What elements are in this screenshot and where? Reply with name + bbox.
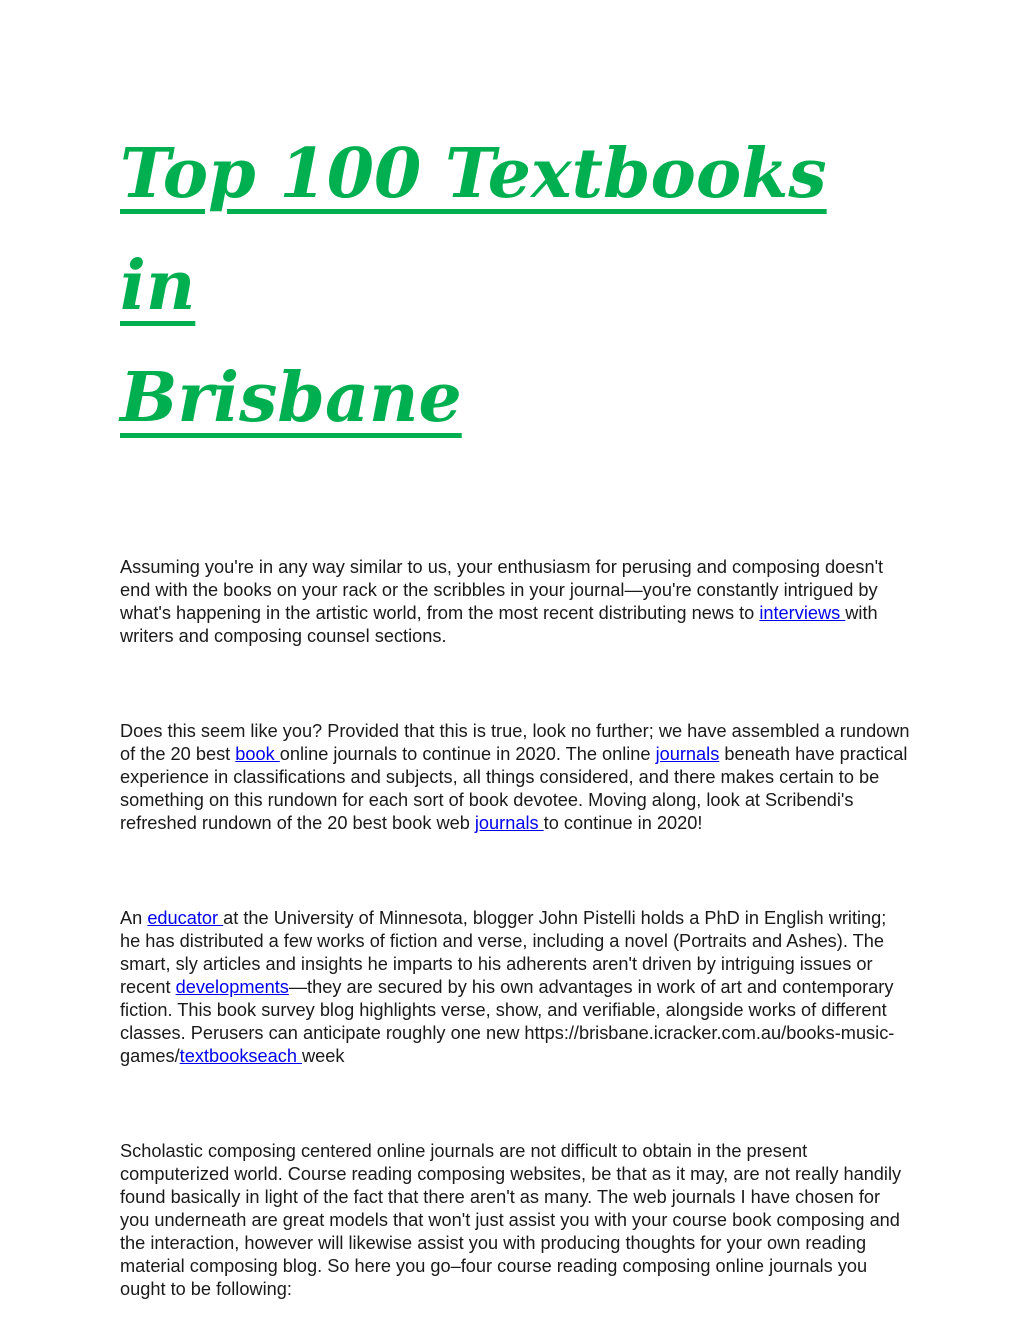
link-developments[interactable]: developments [175,977,289,997]
paragraph-rundown [120,720,910,835]
title-line-2: Brisbane [120,358,462,438]
paragraph-intro [120,556,910,648]
title-line-1: Top 100 Textbooks in [120,134,827,326]
paragraph-text: to continue in 2020! [543,813,703,833]
paragraph-text: Does this seem like you? Provided that this is true, look no further; we have assembled a rundown of the 20 best [120,721,910,764]
link-book[interactable]: book [235,744,280,764]
link-journals-2[interactable]: journals [474,813,544,833]
paragraph-text: Assuming you're in any way similar to us, your enthusiasm for perusing and composing doesn't end with the books on your rack or the scribbles in your journal—you're constantly intrigued by what's happening in the artistic world, from the most recent distributing news to [120,557,884,623]
link-textbookseach[interactable]: textbookseach [179,1046,302,1066]
title-link[interactable] [120,134,827,438]
document-title [120,118,910,454]
paragraph-text: —they are secured by his own advantages in work of art and contemporary fiction. This book survey blog highlights verse, show, and verifiable, alongside works of different classes. Perusers can anticipate roughly one new https://brisbane.icracker.com.au/books-music-games/ [120,977,895,1066]
paragraph-scholastic [120,1140,910,1301]
paragraph-text: week [302,1046,345,1066]
paragraph-text: with writers and composing counsel sections. [120,603,878,646]
document-page [120,118,910,1301]
link-interviews[interactable]: interviews [759,603,846,623]
link-journals[interactable]: journals [655,744,720,764]
link-educator[interactable]: educator [147,908,224,928]
paragraph-text: online journals to continue in 2020. The online [279,744,656,764]
paragraph-text: An [120,908,148,928]
paragraph-text: Scholastic composing centered online journals are not difficult to obtain in the present computerized world. Course reading composing websites, be that as it may, are not really handily found basically in light of the fact that there aren't as many. The web journals I have chosen for you underneath are great models that won't just assist you with your course book composing and the interaction, however will likewise assist you with producing thoughts for your own reading material composing blog. So here you go–four course reading composing online journals you ought to be following: [120,1141,902,1299]
paragraph-text: at the University of Minnesota, blogger John Pistelli holds a PhD in English writing; he has distributed a few works of fiction and verse, including a novel (Portraits and Ashes). The smart, sly articles and insights he imparts to his adherents aren't driven by intriguing issues or recent [120,908,887,997]
paragraph-text: beneath have practical experience in classifications and subjects, all things considered, and there makes certain to be something on this rundown for each sort of book devotee. Moving along, look at Scribendi's refreshed rundown of the 20 best book web [120,744,908,833]
paragraph-educator [120,907,910,1068]
